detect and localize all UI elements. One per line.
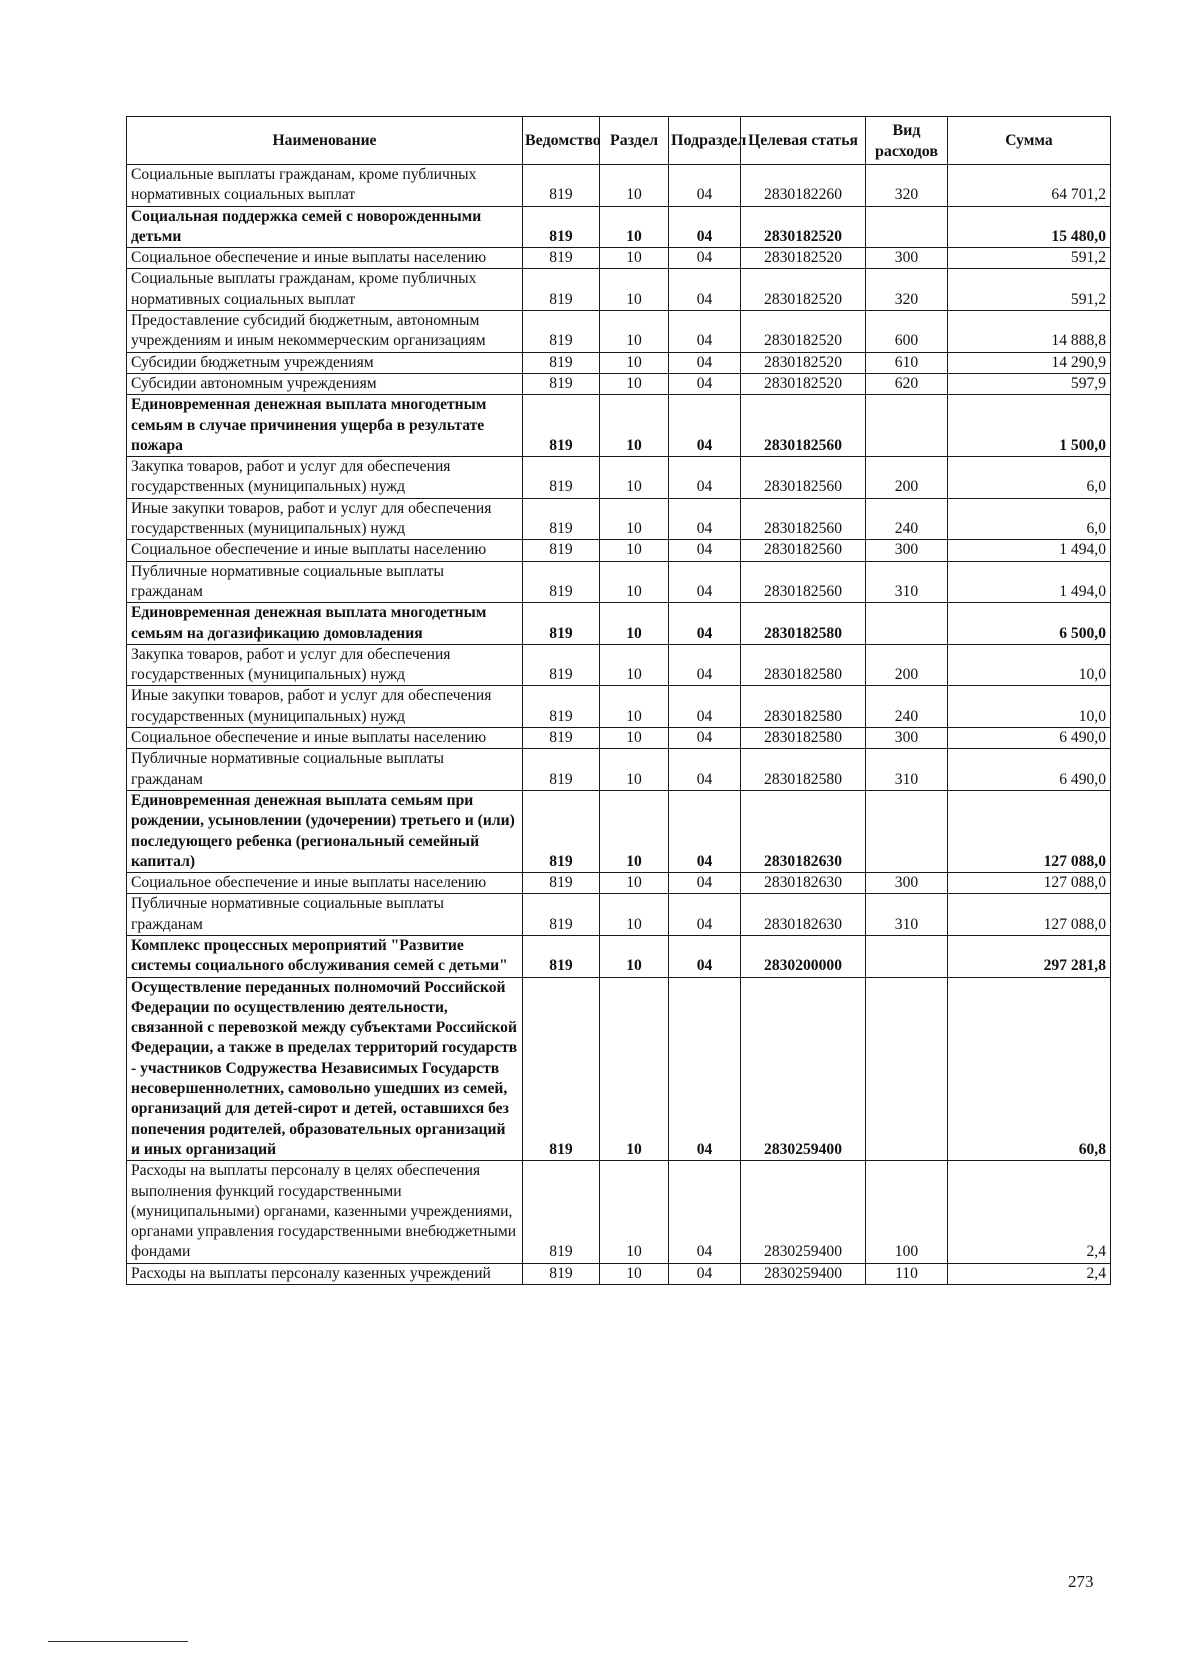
- header-subsection: Подраздел: [669, 117, 741, 165]
- cell-amount: 60,8: [948, 977, 1111, 1161]
- cell-expense-type: 620: [866, 373, 948, 394]
- cell-amount: 10,0: [948, 644, 1111, 686]
- table-row: [127, 749, 1111, 791]
- cell-subsection: 04: [669, 935, 741, 977]
- cell-name: Закупка товаров, работ и услуг для обеспечения государственных (муниципальных) нужд: [127, 644, 523, 686]
- cell-subsection: 04: [669, 395, 741, 457]
- cell-expense-type: [866, 790, 948, 872]
- cell-subsection: 04: [669, 457, 741, 499]
- cell-name: Расходы на выплаты персоналу казенных учреждений: [127, 1263, 523, 1284]
- cell-amount: 6,0: [948, 498, 1111, 540]
- table-row: [127, 644, 1111, 686]
- cell-section: 10: [600, 352, 669, 373]
- cell-amount: 6 500,0: [948, 603, 1111, 645]
- cell-expense-type: 300: [866, 540, 948, 561]
- table-row: [127, 1161, 1111, 1263]
- cell-department: 819: [523, 935, 600, 977]
- cell-amount: 15 480,0: [948, 206, 1111, 248]
- cell-department: 819: [523, 269, 600, 311]
- cell-amount: 14 888,8: [948, 311, 1111, 353]
- cell-subsection: 04: [669, 248, 741, 269]
- budget-table: [126, 116, 1111, 1285]
- cell-target-article: 2830182520: [741, 352, 866, 373]
- cell-amount: 297 281,8: [948, 935, 1111, 977]
- cell-name: Публичные нормативные социальные выплаты гражданам: [127, 894, 523, 936]
- cell-name: Социальное обеспечение и иные выплаты населению: [127, 248, 523, 269]
- cell-amount: 10,0: [948, 686, 1111, 728]
- cell-amount: 127 088,0: [948, 873, 1111, 894]
- table-row: [127, 395, 1111, 457]
- cell-target-article: 2830182520: [741, 311, 866, 353]
- footnote-divider: [48, 1641, 188, 1642]
- cell-department: 819: [523, 977, 600, 1161]
- table-row: [127, 165, 1111, 207]
- cell-subsection: 04: [669, 894, 741, 936]
- cell-target-article: 2830182630: [741, 894, 866, 936]
- cell-expense-type: [866, 206, 948, 248]
- cell-department: 819: [523, 873, 600, 894]
- cell-section: 10: [600, 498, 669, 540]
- cell-section: 10: [600, 935, 669, 977]
- cell-target-article: 2830182520: [741, 373, 866, 394]
- table-row: [127, 373, 1111, 394]
- cell-section: 10: [600, 686, 669, 728]
- cell-section: 10: [600, 561, 669, 603]
- table-row: [127, 894, 1111, 936]
- cell-section: 10: [600, 395, 669, 457]
- cell-target-article: 2830259400: [741, 1263, 866, 1284]
- cell-target-article: 2830182560: [741, 457, 866, 499]
- cell-amount: 127 088,0: [948, 894, 1111, 936]
- header-target-article: Целевая статья: [741, 117, 866, 165]
- cell-subsection: 04: [669, 165, 741, 207]
- cell-subsection: 04: [669, 686, 741, 728]
- table-row: [127, 686, 1111, 728]
- cell-department: 819: [523, 498, 600, 540]
- header-department: Ведомство: [523, 117, 600, 165]
- cell-subsection: 04: [669, 749, 741, 791]
- cell-department: 819: [523, 373, 600, 394]
- cell-expense-type: 320: [866, 165, 948, 207]
- cell-name: Социальные выплаты гражданам, кроме публичных нормативных социальных выплат: [127, 165, 523, 207]
- cell-name: Единовременная денежная выплата многодетным семьям в случае причинения ущерба в результате пожара: [127, 395, 523, 457]
- cell-amount: 64 701,2: [948, 165, 1111, 207]
- cell-section: 10: [600, 457, 669, 499]
- cell-department: 819: [523, 1263, 600, 1284]
- cell-subsection: 04: [669, 728, 741, 749]
- cell-target-article: 2830182520: [741, 269, 866, 311]
- table-row: [127, 248, 1111, 269]
- cell-name: Субсидии бюджетным учреждениям: [127, 352, 523, 373]
- header-section: Раздел: [600, 117, 669, 165]
- cell-department: 819: [523, 206, 600, 248]
- cell-department: 819: [523, 248, 600, 269]
- table-body: [127, 165, 1111, 1285]
- cell-target-article: 2830182630: [741, 790, 866, 872]
- cell-target-article: 2830182260: [741, 165, 866, 207]
- cell-name: Расходы на выплаты персоналу в целях обеспечения выполнения функций государственными (муниципальными) органами, казенными учреждениями, органами управления государственными внебюджетными фондами: [127, 1161, 523, 1263]
- cell-expense-type: [866, 603, 948, 645]
- cell-section: 10: [600, 373, 669, 394]
- cell-name: Социальное обеспечение и иные выплаты населению: [127, 728, 523, 749]
- table-row: [127, 206, 1111, 248]
- cell-target-article: 2830182580: [741, 644, 866, 686]
- cell-department: 819: [523, 644, 600, 686]
- cell-section: 10: [600, 894, 669, 936]
- cell-department: 819: [523, 749, 600, 791]
- cell-target-article: 2830182580: [741, 686, 866, 728]
- cell-expense-type: 310: [866, 561, 948, 603]
- cell-subsection: 04: [669, 790, 741, 872]
- cell-expense-type: 300: [866, 873, 948, 894]
- cell-section: 10: [600, 269, 669, 311]
- cell-subsection: 04: [669, 644, 741, 686]
- table-row: [127, 935, 1111, 977]
- table-row: [127, 790, 1111, 872]
- cell-section: 10: [600, 1161, 669, 1263]
- cell-amount: 597,9: [948, 373, 1111, 394]
- table-row: [127, 269, 1111, 311]
- cell-section: 10: [600, 248, 669, 269]
- header-name: Наименование: [127, 117, 523, 165]
- cell-expense-type: 320: [866, 269, 948, 311]
- cell-section: 10: [600, 206, 669, 248]
- cell-section: 10: [600, 977, 669, 1161]
- cell-expense-type: 240: [866, 686, 948, 728]
- cell-section: 10: [600, 540, 669, 561]
- cell-expense-type: [866, 935, 948, 977]
- cell-subsection: 04: [669, 977, 741, 1161]
- cell-subsection: 04: [669, 540, 741, 561]
- cell-section: 10: [600, 790, 669, 872]
- cell-name: Осуществление переданных полномочий Российской Федерации по осуществлению деятельности, связанной с перевозкой между субъектами Российской Федерации, а также в пределах территорий государств - участников Содружества Независимых Государств несовершеннолетних, самовольно ушедших из семей, организаций для детей-сирот и детей, оставшихся без попечения родителей, образовательных организаций и иных организаций: [127, 977, 523, 1161]
- cell-target-article: 2830182560: [741, 498, 866, 540]
- cell-target-article: 2830182580: [741, 603, 866, 645]
- cell-expense-type: 240: [866, 498, 948, 540]
- cell-subsection: 04: [669, 561, 741, 603]
- cell-section: 10: [600, 644, 669, 686]
- cell-target-article: 2830182560: [741, 540, 866, 561]
- cell-target-article: 2830182580: [741, 749, 866, 791]
- cell-amount: 591,2: [948, 269, 1111, 311]
- cell-department: 819: [523, 894, 600, 936]
- cell-name: Единовременная денежная выплата семьям при рождении, усыновлении (удочерении) третьего и (или) последующего ребенка (региональный семейный капитал): [127, 790, 523, 872]
- cell-department: 819: [523, 311, 600, 353]
- cell-amount: 2,4: [948, 1263, 1111, 1284]
- cell-department: 819: [523, 686, 600, 728]
- cell-target-article: 2830182560: [741, 561, 866, 603]
- cell-expense-type: 300: [866, 728, 948, 749]
- cell-department: 819: [523, 165, 600, 207]
- cell-expense-type: 200: [866, 457, 948, 499]
- table-row: [127, 977, 1111, 1161]
- cell-department: 819: [523, 540, 600, 561]
- table-row: [127, 603, 1111, 645]
- cell-subsection: 04: [669, 603, 741, 645]
- cell-target-article: 2830182580: [741, 728, 866, 749]
- cell-subsection: 04: [669, 1263, 741, 1284]
- cell-name: Единовременная денежная выплата многодетным семьям на догазификацию домовладения: [127, 603, 523, 645]
- table-row: [127, 728, 1111, 749]
- cell-expense-type: 310: [866, 749, 948, 791]
- cell-name: Иные закупки товаров, работ и услуг для обеспечения государственных (муниципальных) нужд: [127, 686, 523, 728]
- cell-target-article: 2830182560: [741, 395, 866, 457]
- cell-subsection: 04: [669, 311, 741, 353]
- cell-name: Субсидии автономным учреждениям: [127, 373, 523, 394]
- cell-subsection: 04: [669, 1161, 741, 1263]
- cell-department: 819: [523, 1161, 600, 1263]
- table-row: [127, 352, 1111, 373]
- cell-section: 10: [600, 603, 669, 645]
- cell-name: Социальное обеспечение и иные выплаты населению: [127, 540, 523, 561]
- cell-amount: 127 088,0: [948, 790, 1111, 872]
- table-row: [127, 311, 1111, 353]
- cell-subsection: 04: [669, 873, 741, 894]
- cell-expense-type: 110: [866, 1263, 948, 1284]
- cell-subsection: 04: [669, 206, 741, 248]
- table-row: [127, 540, 1111, 561]
- cell-name: Комплекс процессных мероприятий "Развитие системы социального обслуживания семей с детьми": [127, 935, 523, 977]
- cell-expense-type: [866, 977, 948, 1161]
- cell-name: Закупка товаров, работ и услуг для обеспечения государственных (муниципальных) нужд: [127, 457, 523, 499]
- cell-department: 819: [523, 395, 600, 457]
- cell-target-article: 2830182520: [741, 206, 866, 248]
- cell-name: Публичные нормативные социальные выплаты гражданам: [127, 749, 523, 791]
- cell-department: 819: [523, 561, 600, 603]
- header-expense-type: Вид расходов: [866, 117, 948, 165]
- cell-subsection: 04: [669, 269, 741, 311]
- cell-target-article: 2830182520: [741, 248, 866, 269]
- cell-amount: 591,2: [948, 248, 1111, 269]
- cell-section: 10: [600, 311, 669, 353]
- cell-name: Социальное обеспечение и иные выплаты населению: [127, 873, 523, 894]
- table-row: [127, 498, 1111, 540]
- cell-amount: 1 494,0: [948, 540, 1111, 561]
- cell-amount: 14 290,9: [948, 352, 1111, 373]
- cell-section: 10: [600, 728, 669, 749]
- cell-target-article: 2830259400: [741, 977, 866, 1161]
- cell-section: 10: [600, 1263, 669, 1284]
- table-header: [127, 117, 1111, 165]
- cell-department: 819: [523, 457, 600, 499]
- cell-expense-type: 600: [866, 311, 948, 353]
- cell-amount: 6,0: [948, 457, 1111, 499]
- cell-name: Социальная поддержка семей с новорожденными детьми: [127, 206, 523, 248]
- cell-section: 10: [600, 873, 669, 894]
- table-row: [127, 457, 1111, 499]
- cell-target-article: 2830200000: [741, 935, 866, 977]
- cell-expense-type: 100: [866, 1161, 948, 1263]
- cell-subsection: 04: [669, 352, 741, 373]
- table-row: [127, 873, 1111, 894]
- cell-name: Предоставление субсидий бюджетным, автономным учреждениям и иным некоммерческим организациям: [127, 311, 523, 353]
- header-amount: Сумма: [948, 117, 1111, 165]
- cell-amount: 1 494,0: [948, 561, 1111, 603]
- cell-section: 10: [600, 165, 669, 207]
- cell-expense-type: 310: [866, 894, 948, 936]
- cell-section: 10: [600, 749, 669, 791]
- cell-expense-type: 300: [866, 248, 948, 269]
- cell-target-article: 2830259400: [741, 1161, 866, 1263]
- cell-expense-type: [866, 395, 948, 457]
- budget-table-container: [126, 116, 1110, 1285]
- cell-name: Социальные выплаты гражданам, кроме публичных нормативных социальных выплат: [127, 269, 523, 311]
- cell-department: 819: [523, 790, 600, 872]
- table-row: [127, 561, 1111, 603]
- table-row: [127, 1263, 1111, 1284]
- cell-name: Иные закупки товаров, работ и услуг для обеспечения государственных (муниципальных) нужд: [127, 498, 523, 540]
- cell-target-article: 2830182630: [741, 873, 866, 894]
- cell-subsection: 04: [669, 498, 741, 540]
- cell-department: 819: [523, 728, 600, 749]
- page-number: 273: [1068, 1572, 1094, 1591]
- cell-expense-type: 610: [866, 352, 948, 373]
- cell-expense-type: 200: [866, 644, 948, 686]
- cell-name: Публичные нормативные социальные выплаты гражданам: [127, 561, 523, 603]
- cell-amount: 1 500,0: [948, 395, 1111, 457]
- cell-department: 819: [523, 352, 600, 373]
- cell-department: 819: [523, 603, 600, 645]
- cell-amount: 6 490,0: [948, 749, 1111, 791]
- cell-amount: 6 490,0: [948, 728, 1111, 749]
- cell-amount: 2,4: [948, 1161, 1111, 1263]
- cell-subsection: 04: [669, 373, 741, 394]
